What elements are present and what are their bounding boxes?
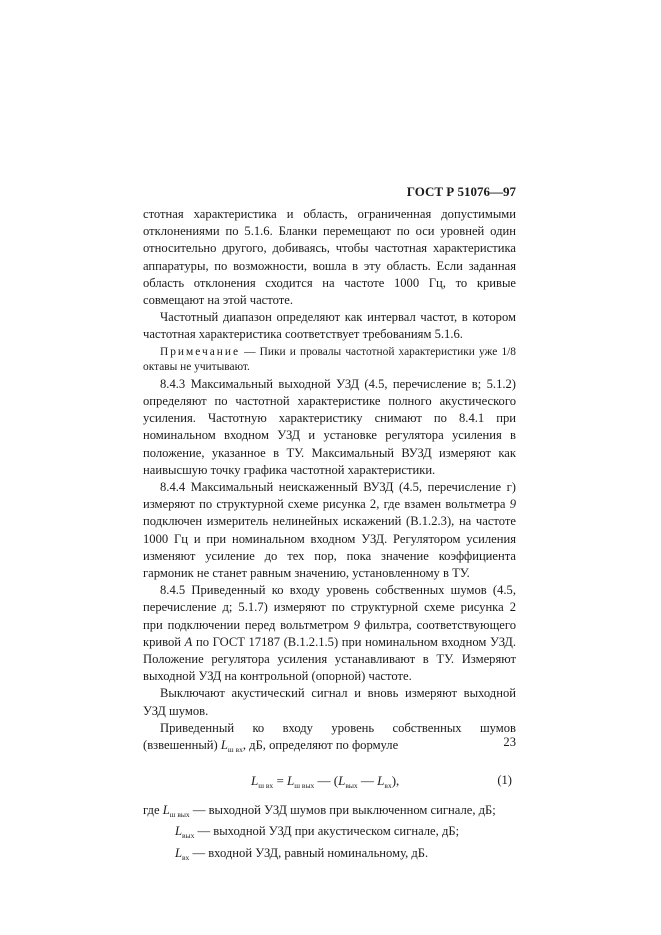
note-label: Примечание	[160, 345, 241, 358]
paragraph-switch-off: Выключают акустический сигнал и вновь измеряют выходной УЗД шумов.	[143, 686, 516, 718]
formula-row	[143, 764, 516, 796]
p7-text-a: Приведенный ко входу уровень собственных шумов (взвешенный)	[143, 720, 516, 753]
note-text: — Пики и провалы частотной характеристики уже 1/8 октавы не учитывают.	[143, 345, 516, 374]
p5-text-a: 8.4.5 Приведенный ко входу уровень собственных шумов (4.5, перечисление д; 5.1.7) измеряют по структурной схеме рисунка 2 при подключении перед вольтметром	[143, 583, 516, 632]
legend-line-3: $L_{вх}$ — входной УЗД, равный номинальному, дБ.	[175, 845, 429, 862]
paragraph-8-4-4	[143, 479, 516, 582]
paragraph-formula-intro	[143, 720, 516, 758]
p4-voltmeter-number: 9	[509, 497, 516, 512]
p5-text-c: по ГОСТ 17187 (В.1.2.1.5) при номинальном входном УЗД. Положение регулятора усиления устанавливают в ТУ. Измеряют выходной УЗД на контрольной (опорной) частоте.	[143, 634, 516, 684]
symbol-l-sh-vkh: $L_{ш вх}$	[220, 738, 243, 755]
note	[143, 345, 516, 376]
formula-legend	[143, 802, 516, 866]
p4-text-b: подключен измеритель нелинейных искажений (В.1.2.3), на частоте 1000 Гц и при номинальном входном УЗД. Регулятором усиления изменяют усиление до тех пор, пока значение коэффициента гармоник не станет равным значению, установленному в ТУ.	[143, 514, 516, 581]
paragraph-frequency-range: Частотный диапазон определяют как интервал частот, в котором частотная характеристика соответствует требованиям 5.1.6.	[143, 310, 516, 342]
formula: $L_{ш вх} = L_{ш вых}$ — ($L_{вых}$ — $L_{вх}$),	[251, 773, 400, 791]
formula-number: (1)	[497, 773, 512, 788]
p4-text-a: 8.4.4 Максимальный неискаженный ВУЗД (4.5, перечисление г) измеряют по структурной схеме рисунка 2, где взамен вольтметра	[143, 480, 516, 512]
standard-header: ГОСТ Р 51076—97	[406, 184, 516, 199]
body-text	[143, 206, 516, 866]
p5-text-b: фильтра, соответствующего кривой	[143, 617, 517, 649]
paragraph-8-4-5	[143, 582, 516, 685]
page-number: 23	[503, 735, 516, 749]
legend-line-2: $L_{вых}$ — выходной УЗД при акустическом сигнале, дБ;	[175, 824, 460, 841]
p7-text-b: , дБ, определяют по формуле	[242, 738, 399, 753]
p5-curve-letter: А	[184, 634, 193, 649]
paragraph-continuation: стотная характеристика и область, ограниченная допустимыми отклонениями по 5.1.6. Бланки перемещают по оси уровней один относительно другого, добиваясь, чтобы частотная характеристика аппаратуры, по возможности, вошла в эту область. Если заданная область отклонения сходится на частоте 1000 Гц, то кривые совмещают на этой частоте.	[143, 207, 516, 308]
paragraph-8-4-3: 8.4.3 Максимальный выходной УЗД (4.5, перечисление в; 5.1.2) определяют по частотной характеристике полного акустического усиления. Частотную характеристику снимают по 8.4.1 при номинальном входном УЗД и установке регулятора усиления в положение, указанное в ТУ. Максимальный ВУЗД измеряют как наивысшую точку графика частотной характеристики.	[143, 376, 516, 477]
legend-line-1: где $L_{ш вых}$ — выходной УЗД шумов при выключенном сигнале, дБ;	[143, 803, 496, 820]
p5-voltmeter-number: 9	[353, 617, 360, 632]
